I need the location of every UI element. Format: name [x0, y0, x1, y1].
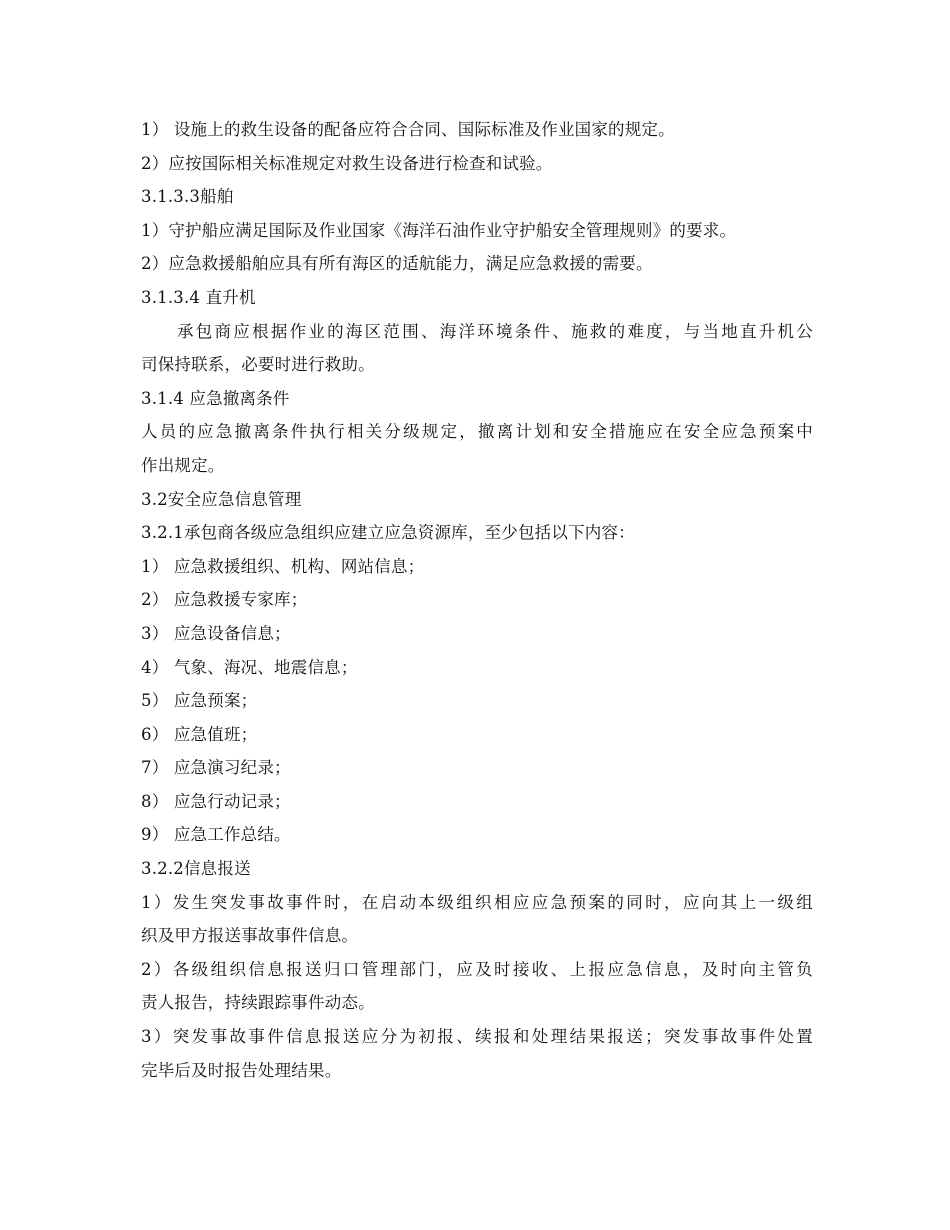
paragraph-report-2-line-2: 责人报告，持续跟踪事件动态。	[141, 993, 375, 1013]
list-item-resource-9: 9） 应急工作总结。	[141, 825, 291, 845]
list-item-ship-2: 2）应急救援船舶应具有所有海区的适航能力，满足应急救援的需要。	[141, 254, 653, 274]
list-item-resource-1: 1） 应急救援组织、机构、网站信息；	[141, 556, 425, 576]
section-heading-helicopter: 3.1.3.4 直升机	[141, 287, 256, 307]
list-item-resource-6: 6） 应急值班；	[141, 724, 258, 744]
list-item-resource-5: 5） 应急预案；	[141, 691, 258, 711]
list-item-1: 1） 设施上的救生设备的配备应符合合同、国际标准及作业国家的规定。	[141, 120, 675, 139]
paragraph-report-2-line-1: 2）各级组织信息报送归口管理部门，应及时接收、上报应急信息，及时向主管负	[141, 959, 813, 979]
paragraph-report-1-line-2: 织及甲方报送事故事件信息。	[141, 926, 359, 946]
section-heading-info-report: 3.2.2信息报送	[141, 859, 251, 879]
list-item-resource-2: 2） 应急救援专家库；	[141, 590, 308, 610]
paragraph-evacuation-line-1: 人员的应急撤离条件执行相关分级规定，撤离计划和安全措施应在安全应急预案中	[141, 422, 813, 442]
list-item-2: 2）应按国际相关标准规定对救生设备进行检查和试验。	[141, 153, 553, 173]
paragraph-evacuation-line-2: 作出规定。	[141, 455, 225, 475]
list-item-resource-3: 3） 应急设备信息；	[141, 623, 291, 643]
paragraph-report-1-line-1: 1）发生突发事故事件时，在启动本级组织相应应急预案的同时，应向其上一级组	[141, 892, 813, 912]
section-heading-info-management: 3.2安全应急信息管理	[141, 489, 302, 509]
document-body	[141, 113, 813, 1087]
paragraph-helicopter-line-1: 承包商应根据作业的海区范围、海洋环境条件、施救的难度，与当地直升机公	[177, 321, 813, 341]
list-item-resource-7: 7） 应急演习纪录；	[141, 758, 291, 778]
list-item-resource-8: 8） 应急行动记录；	[141, 791, 291, 811]
list-item-resource-4: 4） 气象、海况、地震信息；	[141, 657, 358, 677]
paragraph-resource-library: 3.2.1承包商各级应急组织应建立应急资源库，至少包括以下内容：	[141, 523, 635, 543]
section-heading-ship: 3.1.3.3船舶	[141, 187, 234, 207]
list-item-ship-1: 1）守护船应满足国际及作业国家《海洋石油作业守护船安全管理规则》的要求。	[141, 220, 737, 240]
section-heading-evacuation: 3.1.4 应急撤离条件	[141, 388, 290, 408]
paragraph-report-3-line-1: 3）突发事故事件信息报送应分为初报、续报和处理结果报送；突发事故事件处置	[141, 1027, 813, 1047]
paragraph-report-3-line-2: 完毕后及时报告处理结果。	[141, 1060, 342, 1080]
paragraph-helicopter-line-2: 司保持联系，必要时进行救助。	[141, 355, 375, 375]
